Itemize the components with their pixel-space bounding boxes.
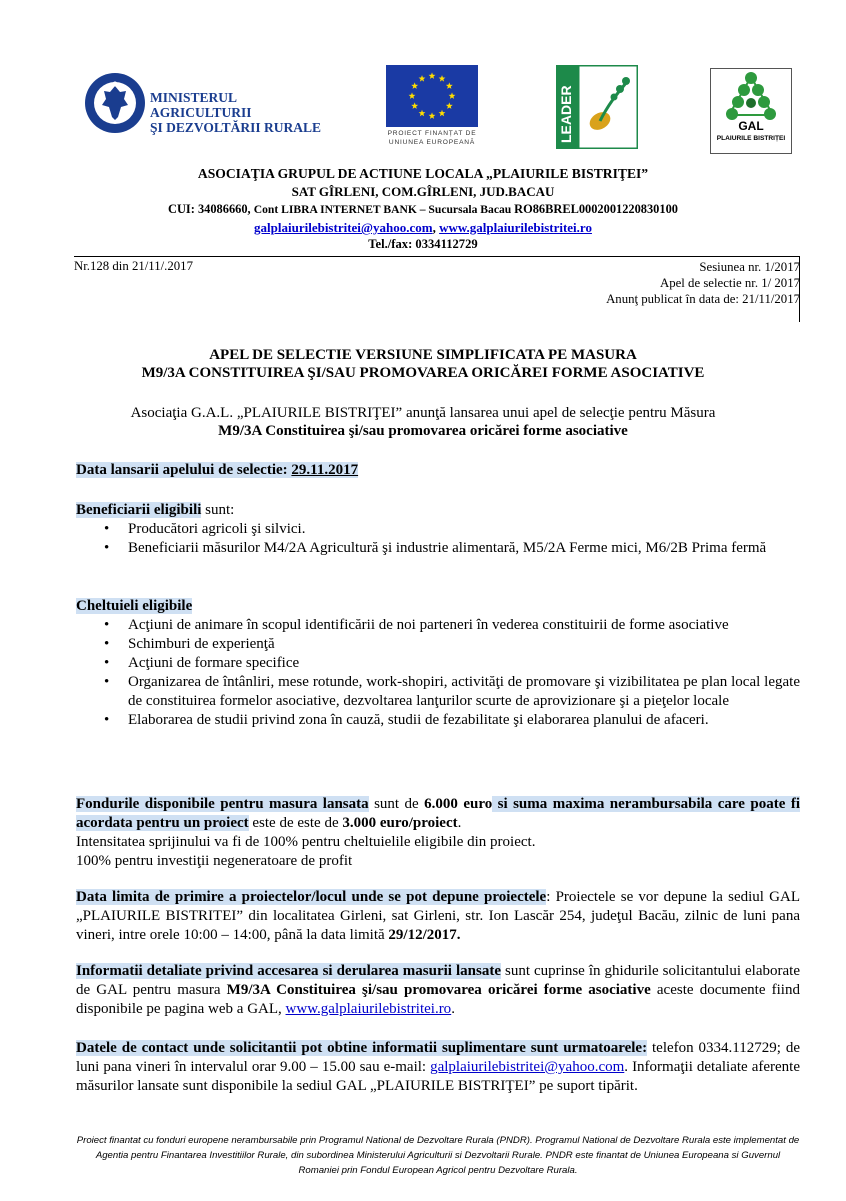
gal-tree-icon bbox=[711, 69, 791, 121]
eu-caption-line2: UNIUNEA EUROPEANĂ bbox=[388, 139, 476, 146]
footer-note: Proiect finantat cu fonduri europene nerambursabile prin Programul National de Dezvoltare Rurala (PNDR). Programul National de Dezvoltare Rurala este implementat de Agentia pentru Finantarea Investitiilor Rurale, din subordinea Ministerului Agriculturii si Dezvoltarii Rurale. PNDR este finantat de Uniunea Europeana si Guvernul Romaniei prin Fondul European Agricol pentru Dezvoltare Rurala. bbox=[76, 1135, 800, 1176]
eu-star-icon bbox=[446, 82, 453, 89]
eu-star-icon bbox=[439, 110, 446, 117]
eu-star-icon bbox=[411, 82, 418, 89]
bank-iban: RO86BREL0002001220830100 bbox=[514, 202, 678, 216]
cui-number: CUI: 34086660, bbox=[168, 202, 254, 216]
eu-star-icon bbox=[449, 92, 456, 99]
contact-email-link[interactable]: galplaiurilebistritei@yahoo.com bbox=[430, 1059, 625, 1075]
deadline-text: : Proiectele se vor depune la sediul GAL „PLAIURILE BISTRITEI” din localitatea Girleni, sat Girleni, str. Ion Lascăr 254, judeţul Bacău, zilnic de luni pana vineri, intre orele 10:00 – 14:00, până la data limită bbox=[76, 889, 800, 943]
list-item: • Schimburi de experienţă bbox=[128, 635, 800, 654]
funds-text: sunt de bbox=[368, 796, 425, 812]
info-text: sunt cuprinse în ghidurile solicitantului elaborate de GAL pentru masura bbox=[76, 963, 800, 998]
gal-logo bbox=[710, 68, 792, 154]
org-phone: Tel./fax: 0334112729 bbox=[368, 237, 478, 251]
eu-caption-line1: PROIECT FINANȚAT DE bbox=[387, 130, 477, 137]
org-contact-links: galplaiurilebistritei@yahoo.com, www.galplaiurilebistritei.ro bbox=[254, 220, 592, 235]
list-item: • Acţiuni de formare specifice bbox=[128, 654, 800, 673]
title-line1: APEL DE SELECTIE VERSIUNE SIMPLIFICATA PE MASURA bbox=[209, 347, 637, 363]
eu-star-icon bbox=[419, 75, 426, 82]
eu-star-icon bbox=[429, 72, 436, 79]
beneficiaries-section bbox=[76, 501, 800, 558]
org-name: ASOCIAŢIA GRUPUL DE ACTIUNE LOCALA „PLAIURILE BISTRIŢEI” bbox=[197, 166, 649, 181]
expenses-section bbox=[76, 597, 800, 730]
list-item: • Acţiuni de animare în scopul identificării de noi parteneri în vederea constituirii de forme asociative bbox=[128, 616, 800, 635]
deadline-date: 29/12/2017. bbox=[388, 927, 461, 943]
beneficiaries-label: Beneficiarii eligibili bbox=[76, 502, 202, 518]
funds-amount: 6.000 euro bbox=[424, 796, 493, 812]
funds-max-value: 3.000 euro/proiect bbox=[342, 815, 458, 831]
title-line2: M9/3A CONSTITUIREA ŞI/SAU PROMOVAREA ORICĂREI FORME ASOCIATIVE bbox=[141, 365, 705, 381]
list-item: • Producători agricoli şi silvici. bbox=[128, 520, 800, 539]
eu-caption bbox=[386, 129, 478, 147]
leader-text: LEADER bbox=[558, 85, 574, 143]
leader-logo bbox=[556, 65, 638, 149]
eu-star-icon bbox=[409, 92, 416, 99]
contact-section bbox=[76, 1039, 800, 1096]
bank-name: Cont LIBRA INTERNET BANK – Sucursala Bacau bbox=[253, 203, 515, 216]
ministry-name-line2: ŞI DEZVOLTĂRII RURALE bbox=[150, 120, 322, 135]
deadline-section bbox=[76, 888, 800, 945]
expenses-label: Cheltuieli eligibile bbox=[76, 598, 193, 614]
eu-star-icon bbox=[411, 102, 418, 109]
government-seal-icon bbox=[84, 72, 146, 134]
funds-max-label: si suma maxima nerambursabila care poate fi acordata pentru un proiect bbox=[76, 796, 800, 831]
call-number: Apel de selectie nr. 1/ 2017 bbox=[659, 276, 800, 290]
ministry-name-line1: MINISTERUL AGRICULTURII bbox=[150, 90, 252, 120]
eu-star-icon bbox=[439, 75, 446, 82]
info-text-3: . bbox=[451, 1001, 455, 1017]
funds-intensity: Intensitatea sprijinului va fi de 100% pentru cheltuielile eligibile din proiect. bbox=[76, 834, 536, 850]
eu-star-icon bbox=[419, 110, 426, 117]
info-section bbox=[76, 962, 800, 1019]
deadline-label: Data limita de primire a proiectelor/locul unde se pot depune proiectele bbox=[76, 889, 547, 905]
contact-label: Datele de contact unde solicitantii pot obtine informatii suplimentare sunt urmatoarele: bbox=[76, 1040, 648, 1056]
email-link[interactable]: galplaiurilebistritei@yahoo.com bbox=[254, 220, 433, 235]
header-divider bbox=[74, 256, 800, 257]
announcement-line1: Asociaţia G.A.L. „PLAIURILE BISTRIŢEI” anunţă lansarea unui apel de selecţie pentru Măsura bbox=[130, 405, 716, 421]
funds-section bbox=[76, 795, 800, 871]
gal-caption-line2: PLAIURILE BISTRIȚEI bbox=[716, 135, 786, 142]
info-label: Informatii detaliate privind accesarea si derularea masurii lansate bbox=[76, 963, 501, 979]
launch-date-label-wrap bbox=[76, 462, 358, 478]
funds-nonprofit: 100% pentru investiţii negeneratoare de profit bbox=[76, 853, 353, 869]
contact-text-2: . Informaţii detaliate aferente măsurilor lansate sunt disponibile la sediul GAL „PLAIURILE BISTRIŢEI” pe suport tipărit. bbox=[76, 1059, 800, 1094]
eu-logo bbox=[386, 65, 478, 157]
logo-row bbox=[0, 62, 846, 154]
expenses-list bbox=[76, 616, 800, 730]
publish-date: Anunţ publicat în data de: 21/11/2017 bbox=[606, 292, 800, 306]
launch-date-label: Data lansarii apelului de selectie: bbox=[76, 462, 292, 478]
ministry-name bbox=[150, 90, 334, 135]
website-link[interactable]: www.galplaiurilebistritei.ro bbox=[439, 220, 592, 235]
announcement bbox=[0, 404, 846, 440]
org-cui bbox=[0, 202, 846, 217]
eu-star-icon bbox=[446, 102, 453, 109]
list-item: • Elaborarea de studii privind zona în cauză, studii de fezabilitate şi elaborarea planului de afaceri. bbox=[128, 711, 800, 730]
eu-flag-icon bbox=[386, 65, 478, 127]
beneficiaries-list bbox=[76, 520, 800, 558]
eu-star-icon bbox=[429, 112, 436, 119]
announcement-line2: M9/3A Constituirea şi/sau promovarea oricărei forme asociative bbox=[218, 423, 628, 439]
funds-text-2: este de este de bbox=[248, 815, 343, 831]
session-info bbox=[606, 259, 800, 307]
list-item: • Organizarea de întânliri, mese rotunde, work-shopiri, activităţi de promovare şi vizibilitatea pe plan local legate de constituirea formelor asociative, dezvoltarea lanţurilor scurte de aprovizionare şi a pieţelor locale bbox=[128, 673, 800, 711]
info-website-link[interactable]: www.galplaiurilebistritei.ro bbox=[285, 1001, 452, 1017]
beneficiaries-suffix: sunt: bbox=[201, 502, 235, 518]
funds-label: Fondurile disponibile pentru masura lansata bbox=[76, 796, 369, 812]
gal-caption-line1: GAL bbox=[738, 119, 764, 133]
ministry-logo bbox=[84, 72, 334, 136]
document-number: Nr.128 din 21/11/.2017 bbox=[74, 259, 193, 273]
session-number: Sesiunea nr. 1/2017 bbox=[699, 260, 800, 274]
list-item: • Beneficiarii măsurilor M4/2A Agricultură şi industrie alimentară, M5/2A Ferme mici, M6/2B Prima fermă bbox=[128, 539, 800, 558]
org-address: SAT GÎRLENI, COM.GÎRLENI, JUD.BACAU bbox=[291, 184, 555, 199]
contact-text: telefon 0334.112729; de luni pana vineri în intervalul orar 9.00 – 15.00 sau e-mail: bbox=[76, 1040, 800, 1075]
page-title bbox=[0, 346, 846, 382]
launch-date-value: 29.11.2017 bbox=[291, 462, 359, 478]
launch-date-section bbox=[76, 461, 800, 480]
info-measure: M9/3A Constituirea şi/sau promovarea oricărei forme asociative bbox=[226, 982, 651, 998]
info-text-2: aceste documente fiind disponibile pe pagina web a GAL, bbox=[76, 982, 800, 1017]
funds-text-3: . bbox=[457, 815, 462, 831]
